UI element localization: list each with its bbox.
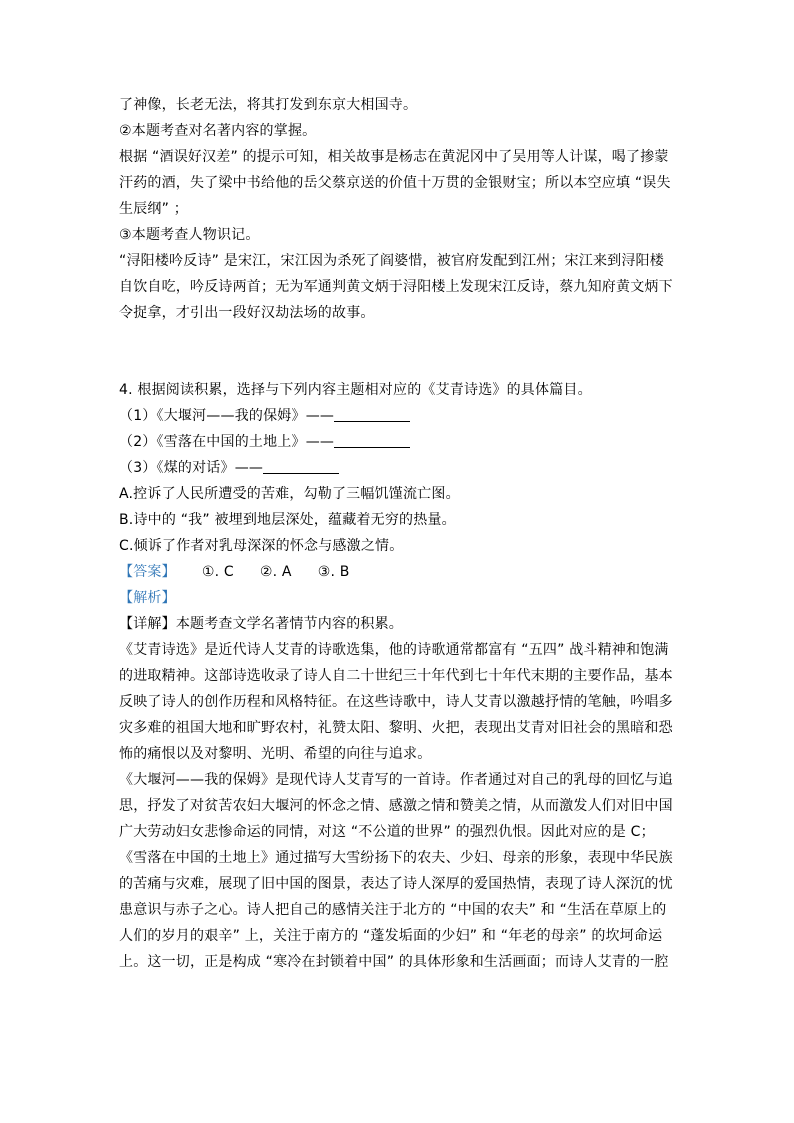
option-c: C.倾诉了作者对乳母深深的怀念与感激之情。: [119, 538, 404, 554]
analysis-line: 的进取精神。这部诗选收录了诗人自二十世纪三十年代到七十年代末期的主要作品，基本: [119, 668, 673, 684]
analysis-line: 患意识与赤子之心。诗人把自己的感情关注于北方的 “中国的农夫” 和 “生活在草原上的: [119, 902, 667, 918]
question-item-text: （3）《煤的对话》——: [119, 460, 264, 476]
text-line: “浔阳楼吟反诗” 是宋江，宋江因为杀死了阎婆惜，被官府发配到江州；宋江来到浔阳楼: [119, 253, 664, 269]
answer-blank: [334, 433, 410, 448]
answer-blank: [334, 407, 410, 422]
text-line: ②本题考查对名著内容的掌握。: [119, 123, 317, 139]
detail-label: 【详解】: [119, 616, 176, 632]
answer-item: ②. A: [259, 564, 292, 580]
question-item-text: （1）《大堰河——我的保姆》——: [119, 408, 335, 424]
text-line: 令捉拿，才引出一段好汉劫法场的故事。: [119, 305, 375, 321]
page-content: [119, 92, 675, 975]
text-line: 根据 “酒误好汉差” 的提示可知，相关故事是杨志在黄泥冈中了吴用等人计谋，喝了掺蒙: [119, 149, 669, 165]
question-item: [119, 429, 675, 455]
analysis-line: 思，抒发了对贫苦农妇大堰河的怀念之情、感激之情和赞美之情，从而激发人们对旧中国: [119, 798, 673, 814]
analysis-line: 人们的岁月的艰辛” 上，关注于南方的 “蓬发垢面的少妇” 和 “年老的母亲” 的坎坷命运: [119, 928, 663, 944]
option-b: B.诗中的 “我” 被埋到地层深处，蕴藏着无穷的热量。: [119, 512, 456, 528]
question-item: [119, 403, 675, 429]
analysis-row: [119, 585, 675, 611]
analysis-line: 的苦痛与灾难，展现了旧中国的图景，表达了诗人深厚的爱国热情，表现了诗人深沉的忧: [119, 876, 673, 892]
text-line: 生辰纲” ；: [119, 201, 188, 217]
analysis-line: 灾多难的祖国大地和旷野农村，礼赞太阳、黎明、火把，表现出艾青对旧社会的黑暗和恐: [119, 720, 673, 736]
analysis-line: 《大堰河——我的保姆》是现代诗人艾青写的一首诗。作者通过对自己的乳母的回忆与追: [119, 772, 673, 788]
detail-row: [119, 611, 675, 637]
text-line: 了神像，长老无法，将其打发到东京大相国寺。: [119, 97, 418, 113]
analysis-label: 【解析】: [119, 590, 176, 606]
answer-blank: [263, 459, 339, 474]
detail-text: 本题考查文学名著情节内容的积累。: [175, 616, 404, 632]
answer-row: [119, 559, 675, 585]
text-line: 汗药的酒，失了梁中书给他的岳父蔡京送的价值十万贯的金银财宝；所以本空应填 “误失: [119, 175, 671, 191]
question-stem: 4. 根据阅读积累，选择与下列内容主题相对应的《艾青诗选》的具体篇目。: [119, 382, 592, 398]
option-a: A.控诉了人民所遭受的苦难，勾勒了三幅饥馑流亡图。: [119, 486, 460, 502]
analysis-line: 《雪落在中国的土地上》通过描写大雪纷扬下的农夫、少妇、母亲的形象，表现中华民族: [119, 850, 673, 866]
text-line: ③本题考查人物识记。: [119, 227, 260, 243]
analysis-line: 广大劳动妇女悲惨命运的同情，对这 “不公道的世界” 的强烈仇恨。因此对应的是 C；: [119, 824, 655, 840]
answer-item: ①. C: [201, 564, 234, 580]
question-item-text: （2）《雪落在中国的土地上》——: [119, 434, 335, 450]
analysis-line: 反映了诗人的创作历程和风格特征。在这些诗歌中，诗人艾青以激越抒情的笔触，吟唱多: [119, 694, 673, 710]
text-line: 自饮自吃，吟反诗两首；无为军通判黄文炳于浔阳楼上发现宋江反诗，蔡九知府黄文炳下: [119, 279, 673, 295]
answer-label: 【答案】: [119, 564, 176, 580]
analysis-line: 怖的痛恨以及对黎明、光明、希望的向往与追求。: [119, 746, 432, 762]
question-item: [119, 455, 675, 481]
analysis-line: 上。这一切，正是构成 “寒冷在封锁着中国” 的具体形象和生活画面；而诗人艾青的一腔: [119, 954, 669, 970]
answer-item: ③. B: [317, 564, 350, 580]
section-gap: [119, 326, 675, 377]
analysis-line: 《艾青诗选》是近代诗人艾青的诗歌选集，他的诗歌通常都富有 “五四” 战斗精神和饱满: [119, 642, 669, 658]
